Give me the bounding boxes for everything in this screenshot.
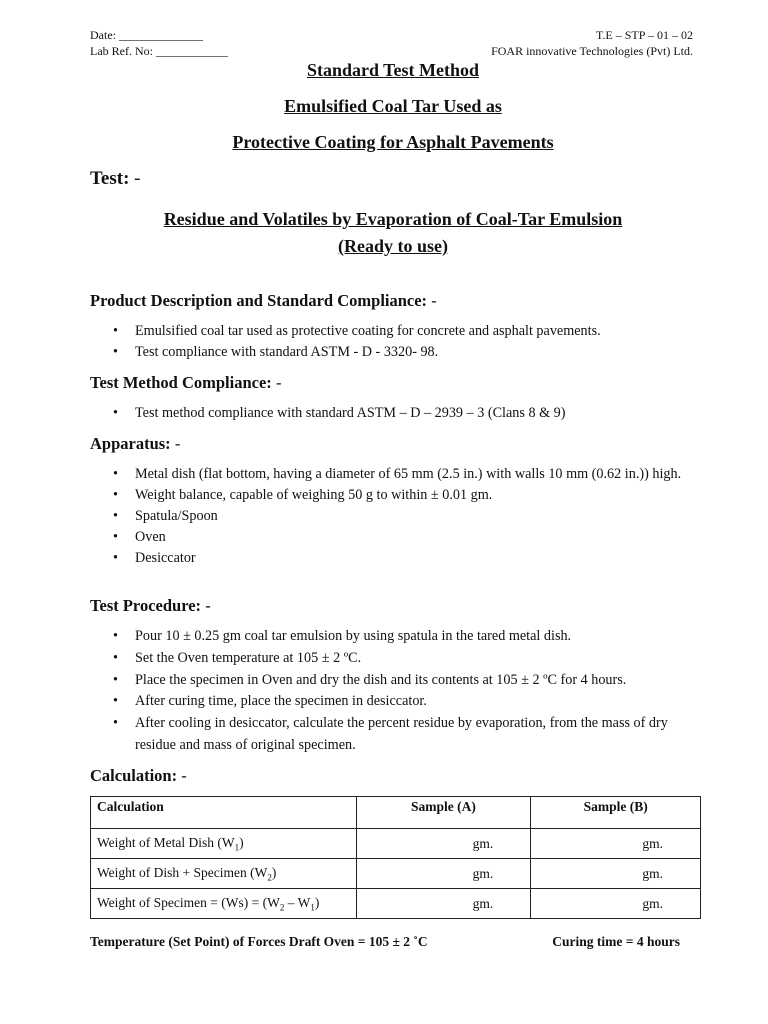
test-subtitle-line-1: Residue and Volatiles by Evaporation of Coal-Tar Emulsion [163, 209, 623, 229]
section-heading-dash: - [205, 596, 211, 615]
bullet-icon: • [113, 628, 118, 644]
section-heading-text: Test Procedure: [90, 596, 202, 615]
bullet-icon: • [113, 466, 118, 482]
bullet-icon: • [113, 529, 118, 545]
bullet-icon: • [113, 487, 118, 503]
title-line-1: Standard Test Method [306, 60, 480, 80]
list-item-text: Desiccator [135, 550, 196, 566]
bullet-icon: • [113, 405, 118, 421]
list-item-text: Weight balance, capable of weighing 50 g to within ± 0.01 gm. [135, 487, 493, 503]
row-label-text: ) [314, 894, 320, 910]
row-label-text: – W [284, 894, 311, 910]
product-list [113, 321, 693, 363]
list-item [113, 548, 693, 569]
company-name: FOAR innovative Technologies (Pvt) Ltd. [491, 44, 693, 58]
list-item-text: Place the specimen in Oven and dry the dish and its contents at 105 ± 2 ºC for 4 hours. [135, 671, 627, 688]
bullet-icon: • [113, 550, 118, 566]
section-heading-text: Product Description and Standard Compliance: [90, 291, 428, 310]
document-code: T.E – STP – 01 – 02 [595, 28, 693, 42]
sample-a-cell[interactable]: gm. [356, 829, 531, 859]
section-heading-text: Apparatus: [90, 434, 171, 453]
column-header-calculation: Calculation [91, 797, 357, 829]
row-label-dish-specimen [91, 859, 357, 889]
list-item-text: After curing time, place the specimen in desiccator. [135, 693, 427, 710]
sample-b-cell[interactable]: gm. [531, 859, 701, 889]
header-left [90, 27, 228, 59]
row-label-metal-dish [91, 829, 357, 859]
section-heading-dash: - [181, 766, 187, 785]
bullet-icon: • [113, 344, 118, 360]
list-item-text: Test compliance with standard ASTM - D - 3320- 98. [135, 344, 439, 360]
apparatus-list [113, 464, 693, 569]
row-label-text: ) [239, 834, 244, 850]
lab-ref-field-label: Lab Ref. No: ____________ [90, 44, 228, 58]
bullet-icon: • [113, 671, 118, 688]
list-item-text: After cooling in desiccator, calculate the percent residue by evaporation, from the mass of dry residue and mass of original specimen. [135, 715, 668, 753]
section-heading-text: Test Method Compliance: [90, 373, 272, 392]
section-heading-procedure [90, 596, 211, 616]
row-label-text: Weight of Metal Dish (W [97, 834, 235, 850]
subscript: 2 [267, 872, 272, 883]
calculation-table [90, 796, 701, 919]
bullet-icon: • [113, 323, 118, 339]
title-line-3: Protective Coating for Asphalt Pavements [232, 132, 554, 152]
list-item-text: Metal dish (flat bottom, having a diameter of 65 mm (2.5 in.) with walls 10 mm (0.62 in.)) high. [135, 466, 682, 482]
list-item [113, 464, 693, 485]
list-item [113, 713, 693, 757]
section-heading-calculation [90, 766, 187, 786]
table-row [91, 889, 701, 919]
table-row [91, 829, 701, 859]
title-line-2: Emulsified Coal Tar Used as [284, 96, 502, 116]
list-item-text: Oven [135, 529, 166, 545]
section-heading-dash: - [431, 291, 437, 310]
bullet-icon: • [113, 649, 118, 666]
list-item [113, 626, 693, 648]
oven-temperature-note: Temperature (Set Point) of Forces Draft Oven = 105 ± 2 ˚C [90, 934, 428, 949]
test-subtitle [0, 206, 768, 260]
sample-b-cell[interactable]: gm. [531, 829, 701, 859]
sample-a-cell[interactable]: gm. [356, 859, 531, 889]
table-header-row [91, 797, 701, 829]
test-label [90, 168, 141, 190]
bullet-icon: • [113, 693, 118, 710]
list-item-text: Test method compliance with standard ASTM – D – 2939 – 3 (Clans 8 & 9) [135, 405, 566, 421]
test-subtitle-line-2: (Ready to use) [338, 236, 448, 256]
section-heading-apparatus [90, 434, 180, 454]
bullet-icon: • [113, 715, 118, 732]
list-item-text: Emulsified coal tar used as protective coating for concrete and asphalt pavements. [135, 323, 601, 339]
date-field-label: Date: ______________ [90, 28, 203, 42]
list-item [113, 670, 693, 692]
procedure-list [113, 626, 693, 757]
table-row [91, 859, 701, 889]
test-label-text: Test: [90, 168, 130, 189]
section-heading-text: Calculation: [90, 766, 178, 785]
column-header-sample-a: Sample (A) [356, 797, 531, 829]
list-item [113, 485, 693, 506]
test-label-dash: - [134, 168, 141, 189]
method-list [113, 403, 693, 424]
row-label-text: Weight of Specimen = (Ws) = (W [97, 894, 280, 910]
list-item-text: Set the Oven temperature at 105 ± 2 ºC. [135, 649, 362, 666]
section-heading-dash: - [275, 373, 282, 392]
section-heading-product [90, 291, 437, 311]
list-item [113, 342, 693, 363]
row-label-text: ) [271, 864, 277, 880]
row-label-text: Weight of Dish + Specimen (W [97, 864, 268, 880]
list-item [113, 648, 693, 670]
list-item [113, 321, 693, 342]
row-label-specimen-weight [91, 889, 357, 919]
sample-b-cell[interactable]: gm. [531, 889, 701, 919]
header-right [491, 27, 693, 59]
bullet-icon: • [113, 508, 118, 524]
list-item-text: Spatula/Spoon [135, 508, 218, 524]
section-heading-dash: - [174, 434, 181, 453]
list-item [113, 527, 693, 548]
section-heading-method [90, 373, 281, 393]
sample-a-cell[interactable]: gm. [356, 889, 531, 919]
subscript: 1 [310, 902, 315, 913]
curing-time-note: Curing time = 4 hours [552, 934, 680, 949]
list-item [113, 506, 693, 527]
list-item [113, 691, 693, 713]
list-item [113, 403, 693, 424]
subscript: 2 [279, 902, 285, 913]
subscript: 1 [234, 842, 240, 853]
column-header-sample-b: Sample (B) [531, 797, 701, 829]
list-item-text: Pour 10 ± 0.25 gm coal tar emulsion by using spatula in the tared metal dish. [135, 628, 572, 644]
